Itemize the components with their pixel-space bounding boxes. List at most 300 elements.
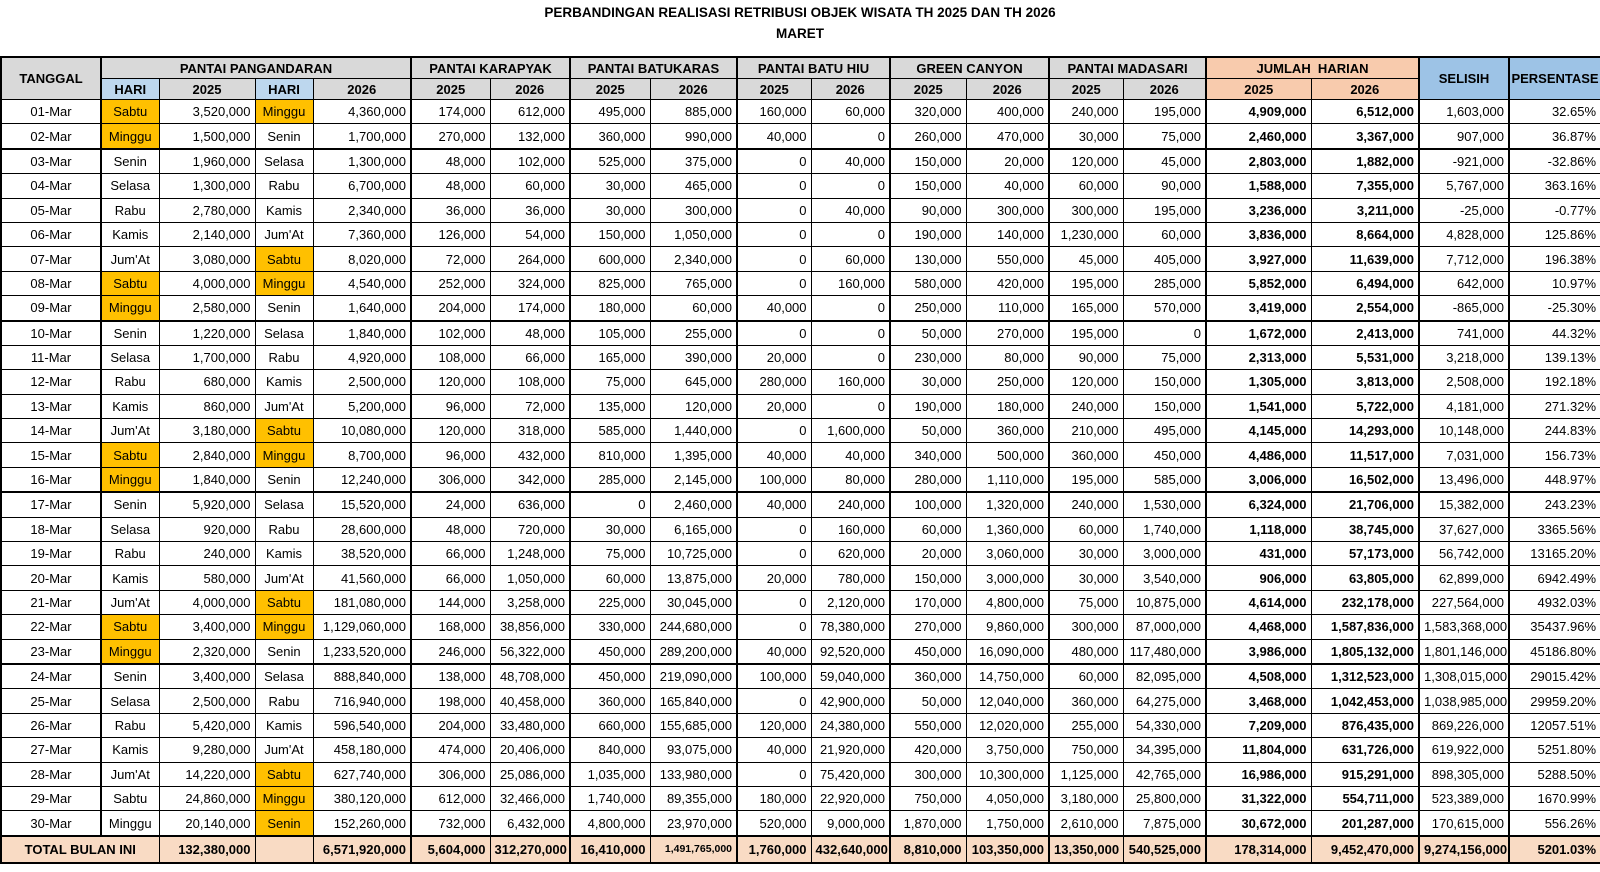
karapyak-2026-cell[interactable]: 66,000: [490, 345, 570, 369]
selisih-cell[interactable]: 15,382,000: [1419, 492, 1509, 517]
jumlah-2026-cell[interactable]: 1,042,453,000: [1311, 689, 1419, 713]
jumlah-2025-cell[interactable]: 906,000: [1206, 566, 1311, 590]
madasari-2026-cell[interactable]: 117,480,000: [1123, 639, 1206, 664]
madasari-2026-cell[interactable]: 195,000: [1123, 198, 1206, 222]
karapyak-2025-cell[interactable]: 120,000: [411, 370, 490, 394]
day-2025-cell[interactable]: Kamis: [101, 222, 159, 246]
sub-header-karapyak-2025[interactable]: 2025: [411, 79, 490, 100]
pangandaran-2025-cell[interactable]: 3,180,000: [159, 419, 255, 443]
pangandaran-2025-cell[interactable]: 920,000: [159, 517, 255, 541]
date-cell[interactable]: 16-Mar: [1, 467, 101, 492]
sub-header-pangandaran-2026[interactable]: 2026: [313, 79, 411, 100]
col-header-persentase[interactable]: PERSENTASE: [1509, 57, 1600, 100]
madasari-2025-cell[interactable]: 30,000: [1049, 566, 1123, 590]
batukaras-2025-cell[interactable]: 495,000: [570, 100, 650, 124]
batukaras-2026-cell[interactable]: 2,340,000: [650, 247, 737, 271]
greencanyon-2026-cell[interactable]: 550,000: [966, 247, 1049, 271]
date-cell[interactable]: 28-Mar: [1, 762, 101, 786]
persentase-cell[interactable]: 35437.96%: [1509, 615, 1600, 639]
jumlah-2025-cell[interactable]: 30,672,000: [1206, 811, 1311, 836]
persentase-cell[interactable]: 1670.99%: [1509, 786, 1600, 810]
greencanyon-2026-cell[interactable]: 3,750,000: [966, 738, 1049, 762]
jumlah-2026-cell[interactable]: 3,813,000: [1311, 370, 1419, 394]
batukaras-2026-cell[interactable]: 23,970,000: [650, 811, 737, 836]
day-2026-cell[interactable]: Minggu: [255, 443, 313, 467]
persentase-cell[interactable]: -0.77%: [1509, 198, 1600, 222]
day-2026-cell[interactable]: Kamis: [255, 370, 313, 394]
jumlah-2026-cell[interactable]: 876,435,000: [1311, 713, 1419, 737]
greencanyon-2025-cell[interactable]: 1,870,000: [890, 811, 966, 836]
day-2025-cell[interactable]: Rabu: [101, 713, 159, 737]
sub-header-hari-2026[interactable]: HARI: [255, 79, 313, 100]
pangandaran-2025-cell[interactable]: 1,840,000: [159, 467, 255, 492]
batuhiu-2025-cell[interactable]: 0: [737, 615, 811, 639]
karapyak-2026-cell[interactable]: 48,708,000: [490, 664, 570, 689]
batuhiu-2025-cell[interactable]: 40,000: [737, 124, 811, 149]
selisih-cell[interactable]: 1,038,985,000: [1419, 689, 1509, 713]
batuhiu-2025-cell[interactable]: 520,000: [737, 811, 811, 836]
persentase-cell[interactable]: 44.32%: [1509, 321, 1600, 346]
pangandaran-2026-cell[interactable]: 10,080,000: [313, 419, 411, 443]
sub-header-batukaras-2025[interactable]: 2025: [570, 79, 650, 100]
greencanyon-2025-cell[interactable]: 150,000: [890, 566, 966, 590]
date-cell[interactable]: 07-Mar: [1, 247, 101, 271]
karapyak-2025-cell[interactable]: 732,000: [411, 811, 490, 836]
jumlah-2025-cell[interactable]: 3,006,000: [1206, 467, 1311, 492]
sub-header-greencanyon-2026[interactable]: 2026: [966, 79, 1049, 100]
jumlah-2025-cell[interactable]: 4,909,000: [1206, 100, 1311, 124]
karapyak-2026-cell[interactable]: 108,000: [490, 370, 570, 394]
karapyak-2025-cell[interactable]: 66,000: [411, 566, 490, 590]
madasari-2026-cell[interactable]: 7,875,000: [1123, 811, 1206, 836]
karapyak-2026-cell[interactable]: 132,000: [490, 124, 570, 149]
date-cell[interactable]: 29-Mar: [1, 786, 101, 810]
batuhiu-2025-cell[interactable]: 40,000: [737, 639, 811, 664]
madasari-2025-cell[interactable]: 240,000: [1049, 100, 1123, 124]
total-greencanyon-2026-cell[interactable]: 103,350,000: [966, 836, 1049, 863]
day-2025-cell[interactable]: Rabu: [101, 370, 159, 394]
karapyak-2025-cell[interactable]: 306,000: [411, 467, 490, 492]
pangandaran-2025-cell[interactable]: 4,000,000: [159, 271, 255, 295]
greencanyon-2026-cell[interactable]: 360,000: [966, 419, 1049, 443]
karapyak-2025-cell[interactable]: 144,000: [411, 590, 490, 614]
persentase-cell[interactable]: 5288.50%: [1509, 762, 1600, 786]
karapyak-2025-cell[interactable]: 612,000: [411, 786, 490, 810]
batukaras-2026-cell[interactable]: 645,000: [650, 370, 737, 394]
day-2026-cell[interactable]: Selasa: [255, 149, 313, 174]
date-cell[interactable]: 02-Mar: [1, 124, 101, 149]
greencanyon-2025-cell[interactable]: 250,000: [890, 296, 966, 321]
pangandaran-2025-cell[interactable]: 3,400,000: [159, 664, 255, 689]
total-selisih-cell[interactable]: 9,274,156,000: [1419, 836, 1509, 863]
date-cell[interactable]: 22-Mar: [1, 615, 101, 639]
pangandaran-2025-cell[interactable]: 2,320,000: [159, 639, 255, 664]
greencanyon-2026-cell[interactable]: 420,000: [966, 271, 1049, 295]
group-header-pangandaran[interactable]: PANTAI PANGANDARAN: [101, 57, 411, 79]
pangandaran-2026-cell[interactable]: 41,560,000: [313, 566, 411, 590]
persentase-cell[interactable]: 363.16%: [1509, 174, 1600, 198]
jumlah-2025-cell[interactable]: 3,986,000: [1206, 639, 1311, 664]
batuhiu-2025-cell[interactable]: 0: [737, 689, 811, 713]
greencanyon-2026-cell[interactable]: 180,000: [966, 394, 1049, 418]
batuhiu-2026-cell[interactable]: 2,120,000: [811, 590, 890, 614]
total-jumlah-2025-cell[interactable]: 178,314,000: [1206, 836, 1311, 863]
madasari-2026-cell[interactable]: 42,765,000: [1123, 762, 1206, 786]
batukaras-2026-cell[interactable]: 133,980,000: [650, 762, 737, 786]
greencanyon-2025-cell[interactable]: 360,000: [890, 664, 966, 689]
madasari-2026-cell[interactable]: 25,800,000: [1123, 786, 1206, 810]
day-2026-cell[interactable]: Kamis: [255, 198, 313, 222]
madasari-2025-cell[interactable]: 480,000: [1049, 639, 1123, 664]
karapyak-2026-cell[interactable]: 3,258,000: [490, 590, 570, 614]
jumlah-2026-cell[interactable]: 1,882,000: [1311, 149, 1419, 174]
batuhiu-2026-cell[interactable]: 78,380,000: [811, 615, 890, 639]
jumlah-2026-cell[interactable]: 6,512,000: [1311, 100, 1419, 124]
greencanyon-2026-cell[interactable]: 1,110,000: [966, 467, 1049, 492]
madasari-2025-cell[interactable]: 300,000: [1049, 615, 1123, 639]
jumlah-2025-cell[interactable]: 2,803,000: [1206, 149, 1311, 174]
jumlah-2026-cell[interactable]: 2,413,000: [1311, 321, 1419, 346]
jumlah-2025-cell[interactable]: 4,468,000: [1206, 615, 1311, 639]
madasari-2026-cell[interactable]: 195,000: [1123, 100, 1206, 124]
selisih-cell[interactable]: 1,308,015,000: [1419, 664, 1509, 689]
batukaras-2026-cell[interactable]: 30,045,000: [650, 590, 737, 614]
batukaras-2025-cell[interactable]: 225,000: [570, 590, 650, 614]
selisih-cell[interactable]: 4,181,000: [1419, 394, 1509, 418]
persentase-cell[interactable]: 196.38%: [1509, 247, 1600, 271]
date-cell[interactable]: 03-Mar: [1, 149, 101, 174]
group-header-jumlah-harian[interactable]: JUMLAH HARIAN: [1206, 57, 1419, 79]
jumlah-2025-cell[interactable]: 431,000: [1206, 542, 1311, 566]
selisih-cell[interactable]: 2,508,000: [1419, 370, 1509, 394]
day-2026-cell[interactable]: Senin: [255, 811, 313, 836]
persentase-cell[interactable]: 5251.80%: [1509, 738, 1600, 762]
persentase-cell[interactable]: 271.32%: [1509, 394, 1600, 418]
karapyak-2026-cell[interactable]: 32,466,000: [490, 786, 570, 810]
jumlah-2026-cell[interactable]: 7,355,000: [1311, 174, 1419, 198]
jumlah-2026-cell[interactable]: 1,587,836,000: [1311, 615, 1419, 639]
karapyak-2026-cell[interactable]: 102,000: [490, 149, 570, 174]
date-cell[interactable]: 17-Mar: [1, 492, 101, 517]
jumlah-2025-cell[interactable]: 4,145,000: [1206, 419, 1311, 443]
sub-header-pangandaran-2025[interactable]: 2025: [159, 79, 255, 100]
day-2026-cell[interactable]: Jum'At: [255, 738, 313, 762]
jumlah-2026-cell[interactable]: 8,664,000: [1311, 222, 1419, 246]
day-2026-cell[interactable]: Kamis: [255, 713, 313, 737]
selisih-cell[interactable]: 907,000: [1419, 124, 1509, 149]
batuhiu-2026-cell[interactable]: 0: [811, 321, 890, 346]
pangandaran-2026-cell[interactable]: 28,600,000: [313, 517, 411, 541]
day-2026-cell[interactable]: Rabu: [255, 517, 313, 541]
greencanyon-2025-cell[interactable]: 580,000: [890, 271, 966, 295]
pangandaran-2026-cell[interactable]: 2,340,000: [313, 198, 411, 222]
persentase-cell[interactable]: -25.30%: [1509, 296, 1600, 321]
date-cell[interactable]: 15-Mar: [1, 443, 101, 467]
pangandaran-2025-cell[interactable]: 14,220,000: [159, 762, 255, 786]
date-cell[interactable]: 06-Mar: [1, 222, 101, 246]
group-header-karapyak[interactable]: PANTAI KARAPYAK: [411, 57, 570, 79]
madasari-2025-cell[interactable]: 45,000: [1049, 247, 1123, 271]
madasari-2025-cell[interactable]: 1,230,000: [1049, 222, 1123, 246]
day-2026-cell[interactable]: Senin: [255, 467, 313, 492]
karapyak-2025-cell[interactable]: 96,000: [411, 443, 490, 467]
pangandaran-2026-cell[interactable]: 8,700,000: [313, 443, 411, 467]
selisih-cell[interactable]: 523,389,000: [1419, 786, 1509, 810]
sub-header-karapyak-2026[interactable]: 2026: [490, 79, 570, 100]
greencanyon-2026-cell[interactable]: 10,300,000: [966, 762, 1049, 786]
total-madasari-2026-cell[interactable]: 540,525,000: [1123, 836, 1206, 863]
karapyak-2025-cell[interactable]: 102,000: [411, 321, 490, 346]
batuhiu-2025-cell[interactable]: 0: [737, 419, 811, 443]
pangandaran-2025-cell[interactable]: 240,000: [159, 542, 255, 566]
batuhiu-2025-cell[interactable]: 180,000: [737, 786, 811, 810]
batukaras-2025-cell[interactable]: 1,035,000: [570, 762, 650, 786]
madasari-2026-cell[interactable]: 405,000: [1123, 247, 1206, 271]
total-batuhiu-2026-cell[interactable]: 432,640,000: [811, 836, 890, 863]
batukaras-2026-cell[interactable]: 300,000: [650, 198, 737, 222]
sub-header-hari-2025[interactable]: HARI: [101, 79, 159, 100]
day-2025-cell[interactable]: Minggu: [101, 296, 159, 321]
karapyak-2025-cell[interactable]: 48,000: [411, 149, 490, 174]
date-cell[interactable]: 12-Mar: [1, 370, 101, 394]
madasari-2026-cell[interactable]: 60,000: [1123, 222, 1206, 246]
batukaras-2025-cell[interactable]: 4,800,000: [570, 811, 650, 836]
date-cell[interactable]: 26-Mar: [1, 713, 101, 737]
madasari-2025-cell[interactable]: 165,000: [1049, 296, 1123, 321]
pangandaran-2025-cell[interactable]: 2,500,000: [159, 689, 255, 713]
karapyak-2025-cell[interactable]: 204,000: [411, 713, 490, 737]
persentase-cell[interactable]: 36.87%: [1509, 124, 1600, 149]
day-2025-cell[interactable]: Jum'At: [101, 419, 159, 443]
day-2025-cell[interactable]: Senin: [101, 149, 159, 174]
madasari-2026-cell[interactable]: 75,000: [1123, 345, 1206, 369]
batukaras-2025-cell[interactable]: 150,000: [570, 222, 650, 246]
jumlah-2026-cell[interactable]: 6,494,000: [1311, 271, 1419, 295]
day-2026-cell[interactable]: Minggu: [255, 786, 313, 810]
karapyak-2025-cell[interactable]: 174,000: [411, 100, 490, 124]
date-cell[interactable]: 14-Mar: [1, 419, 101, 443]
karapyak-2026-cell[interactable]: 318,000: [490, 419, 570, 443]
sub-header-batuhiu-2026[interactable]: 2026: [811, 79, 890, 100]
date-cell[interactable]: 20-Mar: [1, 566, 101, 590]
batuhiu-2026-cell[interactable]: 60,000: [811, 100, 890, 124]
date-cell[interactable]: 25-Mar: [1, 689, 101, 713]
jumlah-2025-cell[interactable]: 3,236,000: [1206, 198, 1311, 222]
total-pangandaran-2026-cell[interactable]: 6,571,920,000: [313, 836, 411, 863]
batukaras-2025-cell[interactable]: 105,000: [570, 321, 650, 346]
madasari-2025-cell[interactable]: 30,000: [1049, 542, 1123, 566]
karapyak-2025-cell[interactable]: 168,000: [411, 615, 490, 639]
karapyak-2025-cell[interactable]: 36,000: [411, 198, 490, 222]
day-2026-cell[interactable]: Sabtu: [255, 247, 313, 271]
pangandaran-2026-cell[interactable]: 1,700,000: [313, 124, 411, 149]
jumlah-2026-cell[interactable]: 554,711,000: [1311, 786, 1419, 810]
batukaras-2025-cell[interactable]: 810,000: [570, 443, 650, 467]
jumlah-2025-cell[interactable]: 4,614,000: [1206, 590, 1311, 614]
batukaras-2026-cell[interactable]: 93,075,000: [650, 738, 737, 762]
batukaras-2026-cell[interactable]: 1,440,000: [650, 419, 737, 443]
greencanyon-2026-cell[interactable]: 4,050,000: [966, 786, 1049, 810]
pangandaran-2025-cell[interactable]: 2,840,000: [159, 443, 255, 467]
batuhiu-2026-cell[interactable]: 21,920,000: [811, 738, 890, 762]
batuhiu-2026-cell[interactable]: 1,600,000: [811, 419, 890, 443]
batuhiu-2026-cell[interactable]: 0: [811, 174, 890, 198]
karapyak-2026-cell[interactable]: 612,000: [490, 100, 570, 124]
batukaras-2025-cell[interactable]: 135,000: [570, 394, 650, 418]
greencanyon-2025-cell[interactable]: 90,000: [890, 198, 966, 222]
batuhiu-2026-cell[interactable]: 0: [811, 345, 890, 369]
batuhiu-2025-cell[interactable]: 100,000: [737, 467, 811, 492]
greencanyon-2026-cell[interactable]: 12,020,000: [966, 713, 1049, 737]
batuhiu-2026-cell[interactable]: 22,920,000: [811, 786, 890, 810]
total-madasari-2025-cell[interactable]: 13,350,000: [1049, 836, 1123, 863]
batukaras-2025-cell[interactable]: 525,000: [570, 149, 650, 174]
day-2025-cell[interactable]: Sabtu: [101, 100, 159, 124]
greencanyon-2025-cell[interactable]: 60,000: [890, 517, 966, 541]
batuhiu-2025-cell[interactable]: 0: [737, 198, 811, 222]
batuhiu-2025-cell[interactable]: 0: [737, 517, 811, 541]
batukaras-2026-cell[interactable]: 6,165,000: [650, 517, 737, 541]
batuhiu-2026-cell[interactable]: 40,000: [811, 198, 890, 222]
greencanyon-2026-cell[interactable]: 300,000: [966, 198, 1049, 222]
day-2025-cell[interactable]: Rabu: [101, 542, 159, 566]
pangandaran-2025-cell[interactable]: 580,000: [159, 566, 255, 590]
day-2026-cell[interactable]: Senin: [255, 296, 313, 321]
day-2025-cell[interactable]: Selasa: [101, 345, 159, 369]
jumlah-2026-cell[interactable]: 915,291,000: [1311, 762, 1419, 786]
karapyak-2026-cell[interactable]: 33,480,000: [490, 713, 570, 737]
batuhiu-2026-cell[interactable]: 59,040,000: [811, 664, 890, 689]
batuhiu-2025-cell[interactable]: 120,000: [737, 713, 811, 737]
day-2026-cell[interactable]: Selasa: [255, 492, 313, 517]
batuhiu-2026-cell[interactable]: 0: [811, 296, 890, 321]
madasari-2025-cell[interactable]: 30,000: [1049, 124, 1123, 149]
persentase-cell[interactable]: 125.86%: [1509, 222, 1600, 246]
batuhiu-2025-cell[interactable]: 40,000: [737, 296, 811, 321]
selisih-cell[interactable]: 869,226,000: [1419, 713, 1509, 737]
karapyak-2025-cell[interactable]: 24,000: [411, 492, 490, 517]
pangandaran-2025-cell[interactable]: 1,960,000: [159, 149, 255, 174]
batuhiu-2025-cell[interactable]: 40,000: [737, 738, 811, 762]
batuhiu-2026-cell[interactable]: 160,000: [811, 370, 890, 394]
batuhiu-2025-cell[interactable]: 0: [737, 271, 811, 295]
selisih-cell[interactable]: 642,000: [1419, 271, 1509, 295]
jumlah-2025-cell[interactable]: 1,588,000: [1206, 174, 1311, 198]
batukaras-2025-cell[interactable]: 450,000: [570, 639, 650, 664]
persentase-cell[interactable]: 10.97%: [1509, 271, 1600, 295]
persentase-cell[interactable]: 556.26%: [1509, 811, 1600, 836]
batukaras-2025-cell[interactable]: 360,000: [570, 689, 650, 713]
batuhiu-2025-cell[interactable]: 160,000: [737, 100, 811, 124]
date-cell[interactable]: 18-Mar: [1, 517, 101, 541]
greencanyon-2026-cell[interactable]: 12,040,000: [966, 689, 1049, 713]
karapyak-2025-cell[interactable]: 66,000: [411, 542, 490, 566]
total-greencanyon-2025-cell[interactable]: 8,810,000: [890, 836, 966, 863]
batukaras-2025-cell[interactable]: 75,000: [570, 370, 650, 394]
day-2025-cell[interactable]: Selasa: [101, 517, 159, 541]
day-2025-cell[interactable]: Rabu: [101, 198, 159, 222]
selisih-cell[interactable]: 56,742,000: [1419, 542, 1509, 566]
pangandaran-2026-cell[interactable]: 458,180,000: [313, 738, 411, 762]
madasari-2026-cell[interactable]: 150,000: [1123, 370, 1206, 394]
jumlah-2026-cell[interactable]: 57,173,000: [1311, 542, 1419, 566]
date-cell[interactable]: 09-Mar: [1, 296, 101, 321]
karapyak-2026-cell[interactable]: 54,000: [490, 222, 570, 246]
persentase-cell[interactable]: 3365.56%: [1509, 517, 1600, 541]
selisih-cell[interactable]: 4,828,000: [1419, 222, 1509, 246]
pangandaran-2025-cell[interactable]: 5,420,000: [159, 713, 255, 737]
batukaras-2026-cell[interactable]: 2,145,000: [650, 467, 737, 492]
jumlah-2026-cell[interactable]: 63,805,000: [1311, 566, 1419, 590]
batukaras-2025-cell[interactable]: 30,000: [570, 174, 650, 198]
pangandaran-2026-cell[interactable]: 7,360,000: [313, 222, 411, 246]
batukaras-2026-cell[interactable]: 1,395,000: [650, 443, 737, 467]
greencanyon-2026-cell[interactable]: 470,000: [966, 124, 1049, 149]
batukaras-2025-cell[interactable]: 330,000: [570, 615, 650, 639]
karapyak-2026-cell[interactable]: 72,000: [490, 394, 570, 418]
jumlah-2026-cell[interactable]: 3,211,000: [1311, 198, 1419, 222]
day-2025-cell[interactable]: Minggu: [101, 639, 159, 664]
batukaras-2025-cell[interactable]: 660,000: [570, 713, 650, 737]
selisih-cell[interactable]: -865,000: [1419, 296, 1509, 321]
batuhiu-2025-cell[interactable]: 0: [737, 590, 811, 614]
batuhiu-2026-cell[interactable]: 160,000: [811, 271, 890, 295]
madasari-2026-cell[interactable]: 90,000: [1123, 174, 1206, 198]
greencanyon-2025-cell[interactable]: 100,000: [890, 492, 966, 517]
karapyak-2026-cell[interactable]: 40,458,000: [490, 689, 570, 713]
pangandaran-2026-cell[interactable]: 38,520,000: [313, 542, 411, 566]
jumlah-2025-cell[interactable]: 16,986,000: [1206, 762, 1311, 786]
madasari-2026-cell[interactable]: 87,000,000: [1123, 615, 1206, 639]
madasari-2025-cell[interactable]: 255,000: [1049, 713, 1123, 737]
pangandaran-2025-cell[interactable]: 1,500,000: [159, 124, 255, 149]
madasari-2025-cell[interactable]: 120,000: [1049, 149, 1123, 174]
pangandaran-2026-cell[interactable]: 380,120,000: [313, 786, 411, 810]
jumlah-2026-cell[interactable]: 16,502,000: [1311, 467, 1419, 492]
greencanyon-2025-cell[interactable]: 270,000: [890, 615, 966, 639]
persentase-cell[interactable]: 139.13%: [1509, 345, 1600, 369]
batuhiu-2026-cell[interactable]: 0: [811, 394, 890, 418]
madasari-2025-cell[interactable]: 195,000: [1049, 271, 1123, 295]
greencanyon-2025-cell[interactable]: 320,000: [890, 100, 966, 124]
madasari-2026-cell[interactable]: 34,395,000: [1123, 738, 1206, 762]
greencanyon-2025-cell[interactable]: 550,000: [890, 713, 966, 737]
greencanyon-2026-cell[interactable]: 40,000: [966, 174, 1049, 198]
karapyak-2025-cell[interactable]: 72,000: [411, 247, 490, 271]
batukaras-2025-cell[interactable]: 840,000: [570, 738, 650, 762]
batuhiu-2025-cell[interactable]: 0: [737, 174, 811, 198]
madasari-2025-cell[interactable]: 3,180,000: [1049, 786, 1123, 810]
pangandaran-2025-cell[interactable]: 24,860,000: [159, 786, 255, 810]
batuhiu-2025-cell[interactable]: 0: [737, 321, 811, 346]
day-2025-cell[interactable]: Minggu: [101, 467, 159, 492]
karapyak-2025-cell[interactable]: 306,000: [411, 762, 490, 786]
batukaras-2026-cell[interactable]: 244,680,000: [650, 615, 737, 639]
madasari-2026-cell[interactable]: 3,000,000: [1123, 542, 1206, 566]
persentase-cell[interactable]: 12057.51%: [1509, 713, 1600, 737]
karapyak-2026-cell[interactable]: 6,432,000: [490, 811, 570, 836]
day-2026-cell[interactable]: Jum'At: [255, 566, 313, 590]
karapyak-2026-cell[interactable]: 342,000: [490, 467, 570, 492]
jumlah-2026-cell[interactable]: 201,287,000: [1311, 811, 1419, 836]
batuhiu-2026-cell[interactable]: 160,000: [811, 517, 890, 541]
greencanyon-2025-cell[interactable]: 260,000: [890, 124, 966, 149]
selisih-cell[interactable]: 1,801,146,000: [1419, 639, 1509, 664]
sub-header-madasari-2025[interactable]: 2025: [1049, 79, 1123, 100]
karapyak-2026-cell[interactable]: 264,000: [490, 247, 570, 271]
pangandaran-2026-cell[interactable]: 4,540,000: [313, 271, 411, 295]
greencanyon-2025-cell[interactable]: 420,000: [890, 738, 966, 762]
